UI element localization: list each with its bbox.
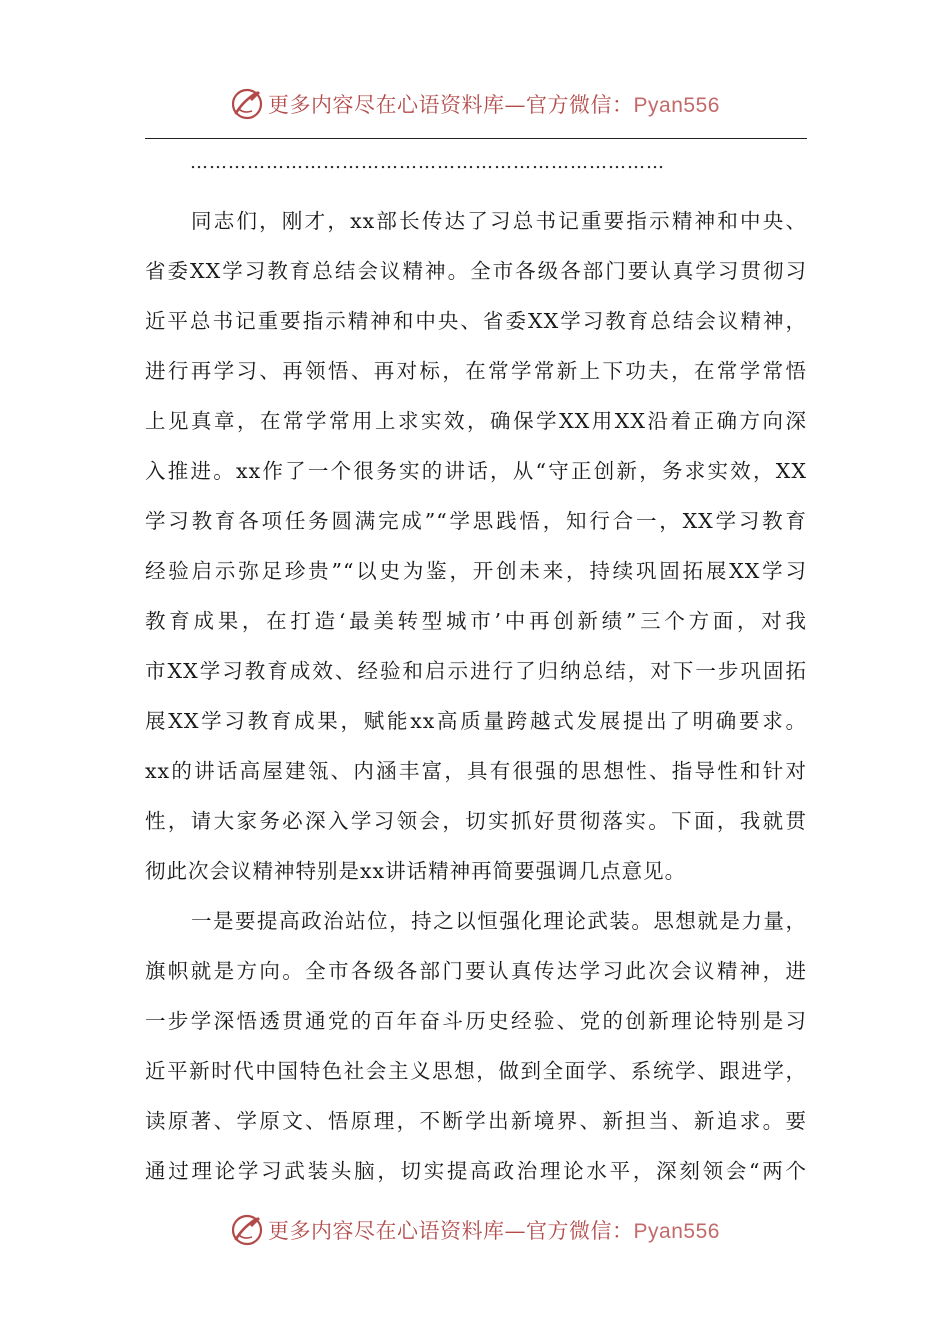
pen-logo-icon (230, 87, 264, 121)
footer-banner (0, 1210, 950, 1250)
pen-logo-icon (230, 1213, 264, 1247)
paragraph-2-line-2: 旗帜就是方向。全市各级各部门要认真传达学习此次会议精神，进 (145, 959, 807, 983)
paragraph-1-line-12: xx的讲话高屋建瓴、内涵丰富，具有很强的思想性、指导性和针对 (145, 759, 807, 783)
paragraph-1-line-11: 展XX学习教育成果，赋能xx高质量跨越式发展提出了明确要求。 (145, 709, 807, 733)
paragraph-2-line-6: 通过理论学习武装头脑，切实提高政治理论水平，深刻领会“两个 (145, 1159, 807, 1183)
paragraph-1-line-2: 省委XX学习教育总结会议精神。全市各级各部门要认真学习贯彻习 (145, 259, 807, 283)
paragraph-1-line-8: 经验启示弥足珍贵”“以史为鉴，开创未来，持续巩固拓展XX学习 (145, 559, 807, 583)
banner-text (268, 1215, 720, 1245)
paragraph-1-line-13: 性，请大家务必深入学习领会，切实抓好贯彻落实。下面，我就贯 (145, 809, 807, 833)
paragraph-1-line-1: 同志们，刚才，xx部长传达了习总书记重要指示精神和中央、 (191, 209, 807, 233)
paragraph-1-line-7: 学习教育各项任务圆满完成”“学思践悟，知行合一，XX学习教育 (145, 509, 807, 533)
paragraph-2-line-4: 近平新时代中国特色社会主义思想，做到全面学、系统学、跟进学， (145, 1059, 807, 1083)
paragraph-1-line-5: 上见真章，在常学常用上求实效，确保学XX用XX沿着正确方向深 (145, 409, 807, 433)
banner-text (268, 89, 720, 119)
banner-slogan: 更多内容尽在心语资料库—官方微信： (268, 93, 634, 117)
paragraph-1-line-6: 入推进。xx作了一个很务实的讲话，从“守正创新，务求实效，XX (145, 459, 807, 483)
header-banner (0, 84, 950, 124)
paragraph-1-line-3: 近平总书记重要指示精神和中央、省委XX学习教育总结会议精神， (145, 309, 807, 333)
wechat-id: Pyan556 (633, 94, 720, 117)
paragraph-1-line-4: 进行再学习、再领悟、再对标，在常学常新上下功夫，在常学常悟 (145, 359, 807, 383)
paragraph-1-line-9: 教育成果，在打造‘最美转型城市’中再创新绩”三个方面，对我 (145, 609, 807, 633)
paragraph-2-line-5: 读原著、学原文、悟原理，不断学出新境界、新担当、新追求。要 (145, 1109, 807, 1133)
wechat-id: Pyan556 (633, 1220, 720, 1243)
paragraph-1-line-10: 市XX学习教育成效、经验和启示进行了归纳总结，对下一步巩固拓 (145, 659, 807, 683)
paragraph-2-line-3: 一步学深悟透贯通党的百年奋斗历史经验、党的创新理论特别是习 (145, 1009, 807, 1033)
paragraph-2-line-1: 一是要提高政治站位，持之以恒强化理论武装。思想就是力量， (191, 909, 807, 933)
document-body (145, 196, 807, 1196)
dotted-separator: ………………………………………………………………… (190, 152, 665, 173)
paragraph-1-line-14: 彻此次会议精神特别是xx讲话精神再简要强调几点意见。 (145, 859, 687, 883)
header-rule (145, 138, 807, 139)
banner-slogan: 更多内容尽在心语资料库—官方微信： (268, 1219, 634, 1243)
